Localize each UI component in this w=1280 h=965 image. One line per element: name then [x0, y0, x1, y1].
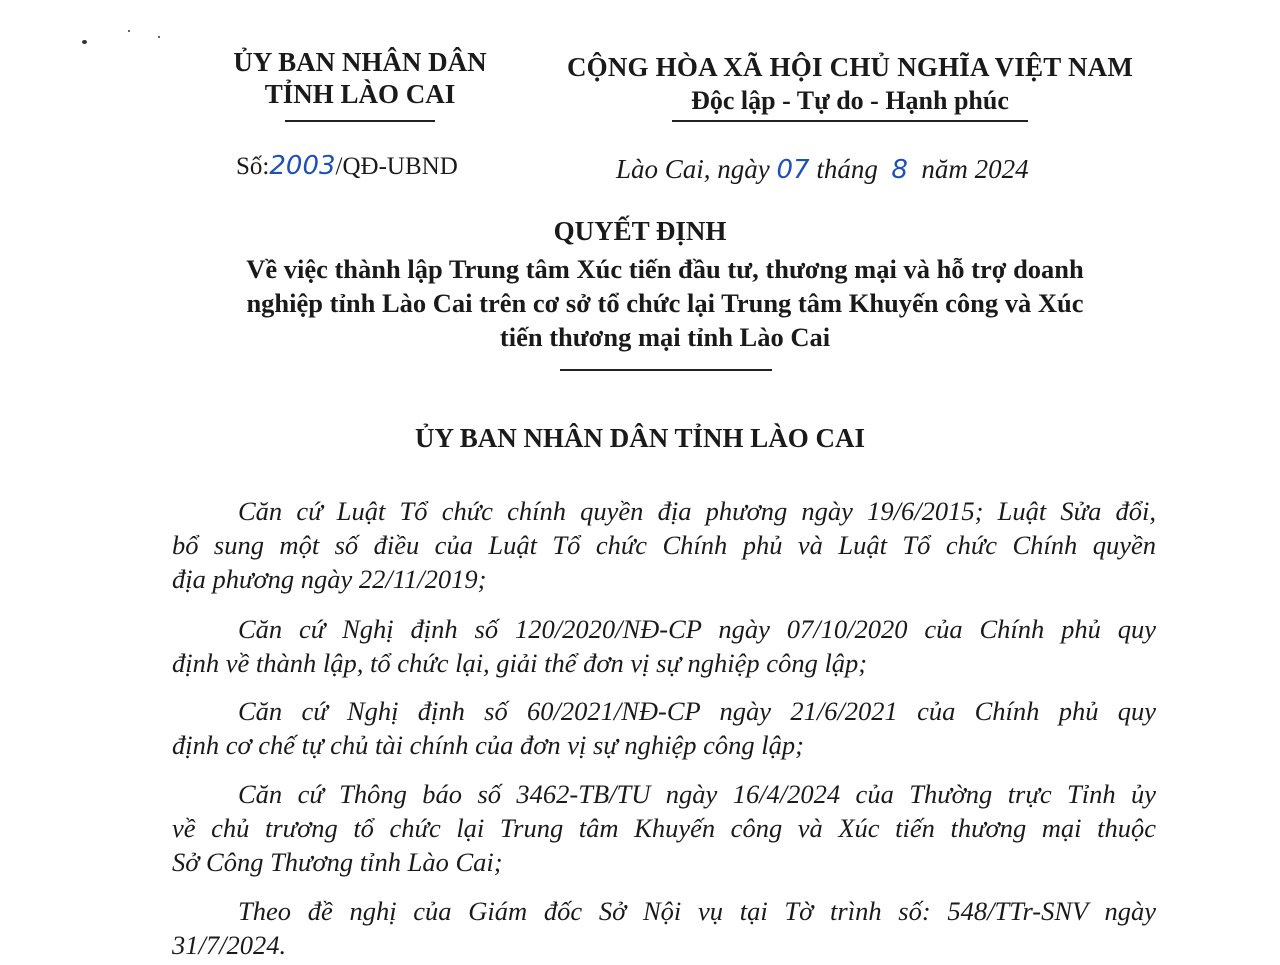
paragraph-line: địa phương ngày 22/11/2019;	[172, 564, 487, 594]
document-number-suffix: /QĐ-UBND	[335, 153, 458, 180]
paragraph-line: về chủ trương tổ chức lại Trung tâm Khuyến công và Xúc tiến thương mại thuộc	[172, 813, 1156, 843]
paragraph-line: bổ sung một số điều của Luật Tổ chức Chính phủ và Luật Tổ chức Chính quyền	[172, 530, 1156, 560]
issuing-agency-header	[200, 46, 520, 122]
subject-line: nghiệp tỉnh Lào Cai trên cơ sở tổ chức lại Trung tâm Khuyến công và Xúc	[246, 288, 1084, 318]
document-number	[236, 150, 458, 183]
document-subject	[190, 252, 1140, 354]
subject-underline	[560, 369, 772, 371]
month-text: tháng	[816, 154, 878, 184]
legal-basis-paragraph	[172, 894, 1156, 962]
nation-motto: Độc lập - Tự do - Hạnh phúc	[691, 86, 1009, 115]
paragraph-line: Sở Công Thương tỉnh Lào Cai;	[172, 847, 503, 877]
paragraph-line: Căn cứ Luật Tổ chức chính quyền địa phương ngày 19/6/2015; Luật Sửa đổi,	[238, 496, 1156, 526]
scan-speck	[128, 30, 130, 32]
paragraph-line: Căn cứ Nghị định số 60/2021/NĐ-CP ngày 21/6/2021 của Chính phủ quy	[238, 696, 1156, 726]
motto-underline	[672, 120, 1028, 122]
paragraph-line: định về thành lập, tổ chức lại, giải thể đơn vị sự nghiệp công lập;	[172, 648, 868, 678]
agency-underline	[285, 120, 435, 122]
agency-line-1: ỦY BAN NHÂN DÂN	[233, 47, 487, 77]
place-and-date	[616, 152, 1029, 187]
paragraph-line: định cơ chế tự chủ tài chính của đơn vị sự nghiệp công lập;	[172, 730, 804, 760]
paragraph-line: Theo đề nghị của Giám đốc Sở Nội vụ tại Tờ trình số: 548/TTr-SNV ngày	[238, 896, 1156, 926]
scan-speck	[82, 40, 87, 44]
scan-speck	[158, 36, 160, 38]
paragraph-line: Căn cứ Nghị định số 120/2020/NĐ-CP ngày 07/10/2020 của Chính phủ quy	[238, 614, 1156, 644]
document-number-prefix: Số:	[236, 153, 270, 180]
national-motto-header	[540, 50, 1160, 122]
subject-line: tiến thương mại tỉnh Lào Cai	[499, 322, 831, 352]
year-text: năm 2024	[921, 154, 1029, 184]
handwritten-month: 8	[891, 155, 908, 185]
nation-name: CỘNG HÒA XÃ HỘI CHỦ NGHĨA VIỆT NAM	[566, 52, 1134, 82]
paragraph-line: 31/7/2024.	[172, 930, 287, 960]
document-title: QUYẾT ĐỊNH	[553, 216, 727, 246]
subject-line: Về việc thành lập Trung tâm Xúc tiến đầu tư, thương mại và hỗ trợ doanh	[246, 254, 1084, 284]
legal-basis-paragraph	[172, 694, 1156, 762]
agency-line-2: TỈNH LÀO CAI	[264, 79, 456, 109]
handwritten-day: 07	[776, 155, 810, 185]
legal-basis-paragraph	[172, 494, 1156, 596]
legal-basis-paragraph	[172, 777, 1156, 879]
paragraph-line: Căn cứ Thông báo số 3462-TB/TU ngày 16/4/2024 của Thường trực Tỉnh ủy	[238, 779, 1156, 809]
handwritten-document-number: 2003	[269, 151, 336, 181]
issuing-authority-heading: ỦY BAN NHÂN DÂN TỈNH LÀO CAI	[414, 423, 866, 453]
legal-basis-paragraph	[172, 612, 1156, 680]
place-text: Lào Cai, ngày	[616, 154, 770, 184]
